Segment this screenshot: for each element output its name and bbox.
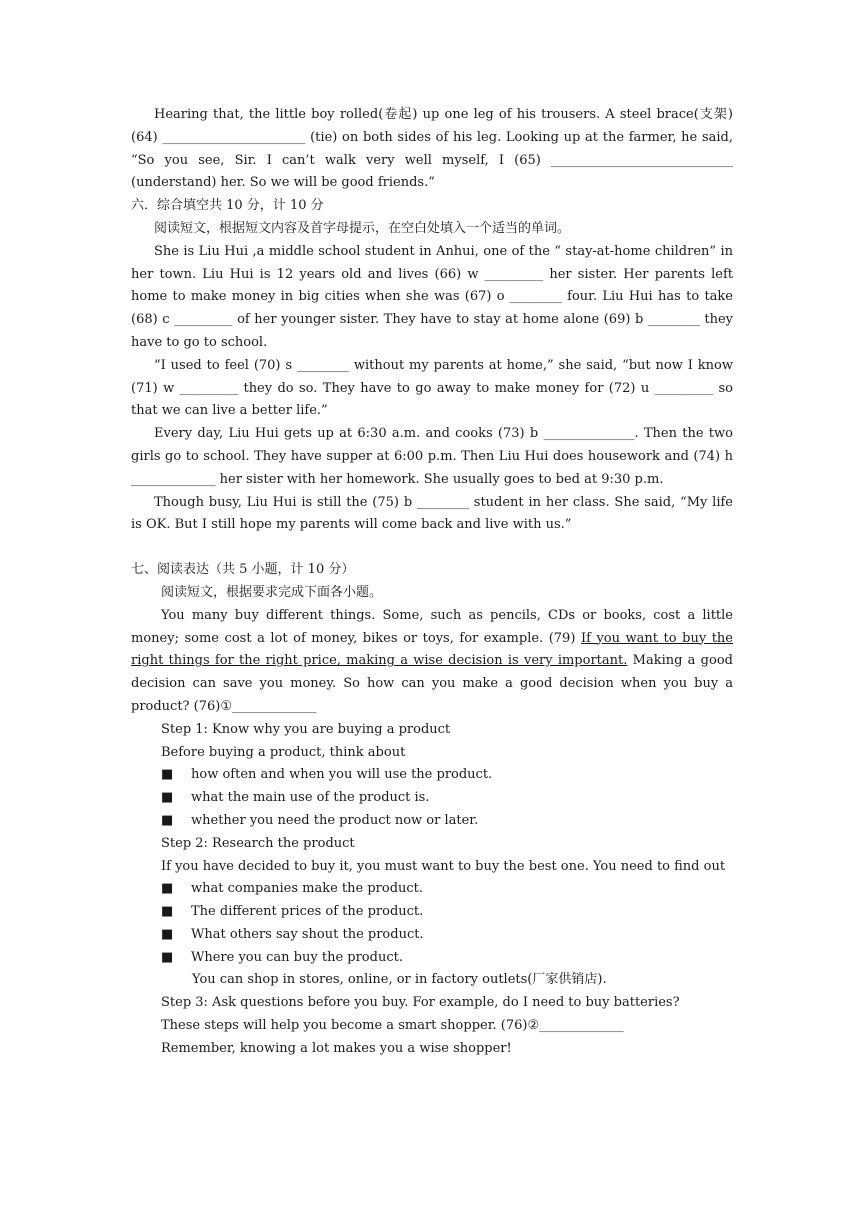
- section-6-instruction: 阅读短文，根据短文内容及首字母提示，在空白处填入一个适当的单词。: [154, 220, 571, 236]
- list-item-text: what companies make the product.: [191, 881, 424, 897]
- list-item: [131, 810, 733, 833]
- underlined-sentence-79: If you want to buy the right things for the right price, making a wise decision is very important.: [131, 630, 733, 669]
- step-2-intro: If you have decided to buy it, you must want to buy the best one. You need to find out: [161, 858, 726, 874]
- section-6-title: 六．综合填空共 10 分，计 10 分: [131, 198, 324, 214]
- list-item: [131, 764, 733, 787]
- closing-line-1: These steps will help you become a smart shopper. (76)②_____________: [161, 1018, 624, 1034]
- list-item-text: What others say shout the product.: [191, 926, 424, 942]
- list-item: [131, 947, 733, 970]
- step-2-note: You can shop in stores, online, or in factory outlets(厂家供销店).: [192, 972, 607, 988]
- section-6-paragraph-1: She is Liu Hui ,a middle school student in Anhui, one of the “ stay-at-home children” in her town. Liu Hui is 12 years old and lives (66) w _________ her sister. Her parents left home to make money in big cities when she was (67) o ________ four. Liu Hui has to take (68) c _________ of her younger sister. They have to stay at home alone (69) b ________ they have to go to school.: [131, 243, 733, 350]
- list-item: [131, 787, 733, 810]
- section-6-paragraph-4: Though busy, Liu Hui is still the (75) b ________ student in her class. She said, “My life is OK. But I still hope my parents will come back and live with us.”: [131, 494, 733, 533]
- list-item-text: The different prices of the product.: [191, 904, 424, 920]
- paragraph-text: You many buy different things. Some, such as pencils, CDs or books, cost a little money; some cost a lot of money, bikes or toys, for example. (79): [131, 607, 733, 646]
- list-item: [131, 878, 733, 901]
- bullet-square-icon: ■: [161, 790, 174, 806]
- list-item-text: whether you need the product now or later.: [191, 812, 479, 828]
- section-7-instruction: 阅读短文，根据要求完成下面各小题。: [161, 584, 383, 600]
- document-page: [131, 104, 733, 1061]
- step-1-heading: Step 1: Know why you are buying a product: [161, 721, 451, 737]
- section-6-paragraph-3: Every day, Liu Hui gets up at 6:30 a.m. and cooks (73) b ______________. Then the two girls go to school. They have supper at 6:00 p.m. Then Liu Hui does housework and (74) h _____________ her sister with her homework. She usually goes to bed at 9:30 p.m.: [131, 426, 733, 487]
- bullet-square-icon: ■: [161, 767, 174, 783]
- list-item-text: what the main use of the product is.: [191, 790, 430, 806]
- bullet-square-icon: ■: [161, 904, 174, 920]
- bullet-square-icon: ■: [161, 881, 174, 897]
- paragraph-text: Making a good decision can save you money. So how can you make a good decision when you buy a product? (76)①_____________: [131, 653, 733, 714]
- step-1-intro: Before buying a product, think about: [161, 744, 406, 760]
- closing-line-2: Remember, knowing a lot makes you a wise shopper!: [161, 1040, 512, 1056]
- bullet-square-icon: ■: [161, 812, 174, 828]
- bullet-square-icon: ■: [161, 949, 174, 965]
- section-7-paragraph-1: [131, 605, 733, 719]
- list-item: [131, 924, 733, 947]
- list-item: [131, 901, 733, 924]
- step-3-heading: Step 3: Ask questions before you buy. For example, do I need to buy batteries?: [161, 995, 680, 1011]
- section-6-paragraph-2: “I used to feel (70) s ________ without my parents at home,” she said, “but now I know (71) w _________ they do so. They have to go away to make money for (72) u _________ so that we can live a better life.”: [131, 357, 733, 419]
- list-item-text: how often and when you will use the product.: [191, 767, 493, 783]
- bullet-square-icon: ■: [161, 926, 174, 942]
- list-item-text: Where you can buy the product.: [191, 949, 403, 965]
- passage-paragraph: Hearing that, the little boy rolled(卷起) up one leg of his trousers. A steel brace(支架) (64) ______________________ (tie) on both sides of his leg. Looking up at the farmer, he said, “So you see, Sir. I can’t walk very well myself, I (65) ____________________________ (understand) her. So we will be good friends.”: [131, 107, 733, 191]
- section-spacer: [131, 537, 733, 559]
- section-7-title: 七、阅读表达（共 5 小题，计 10 分）: [131, 562, 355, 578]
- step-2-heading: Step 2: Research the product: [161, 835, 355, 851]
